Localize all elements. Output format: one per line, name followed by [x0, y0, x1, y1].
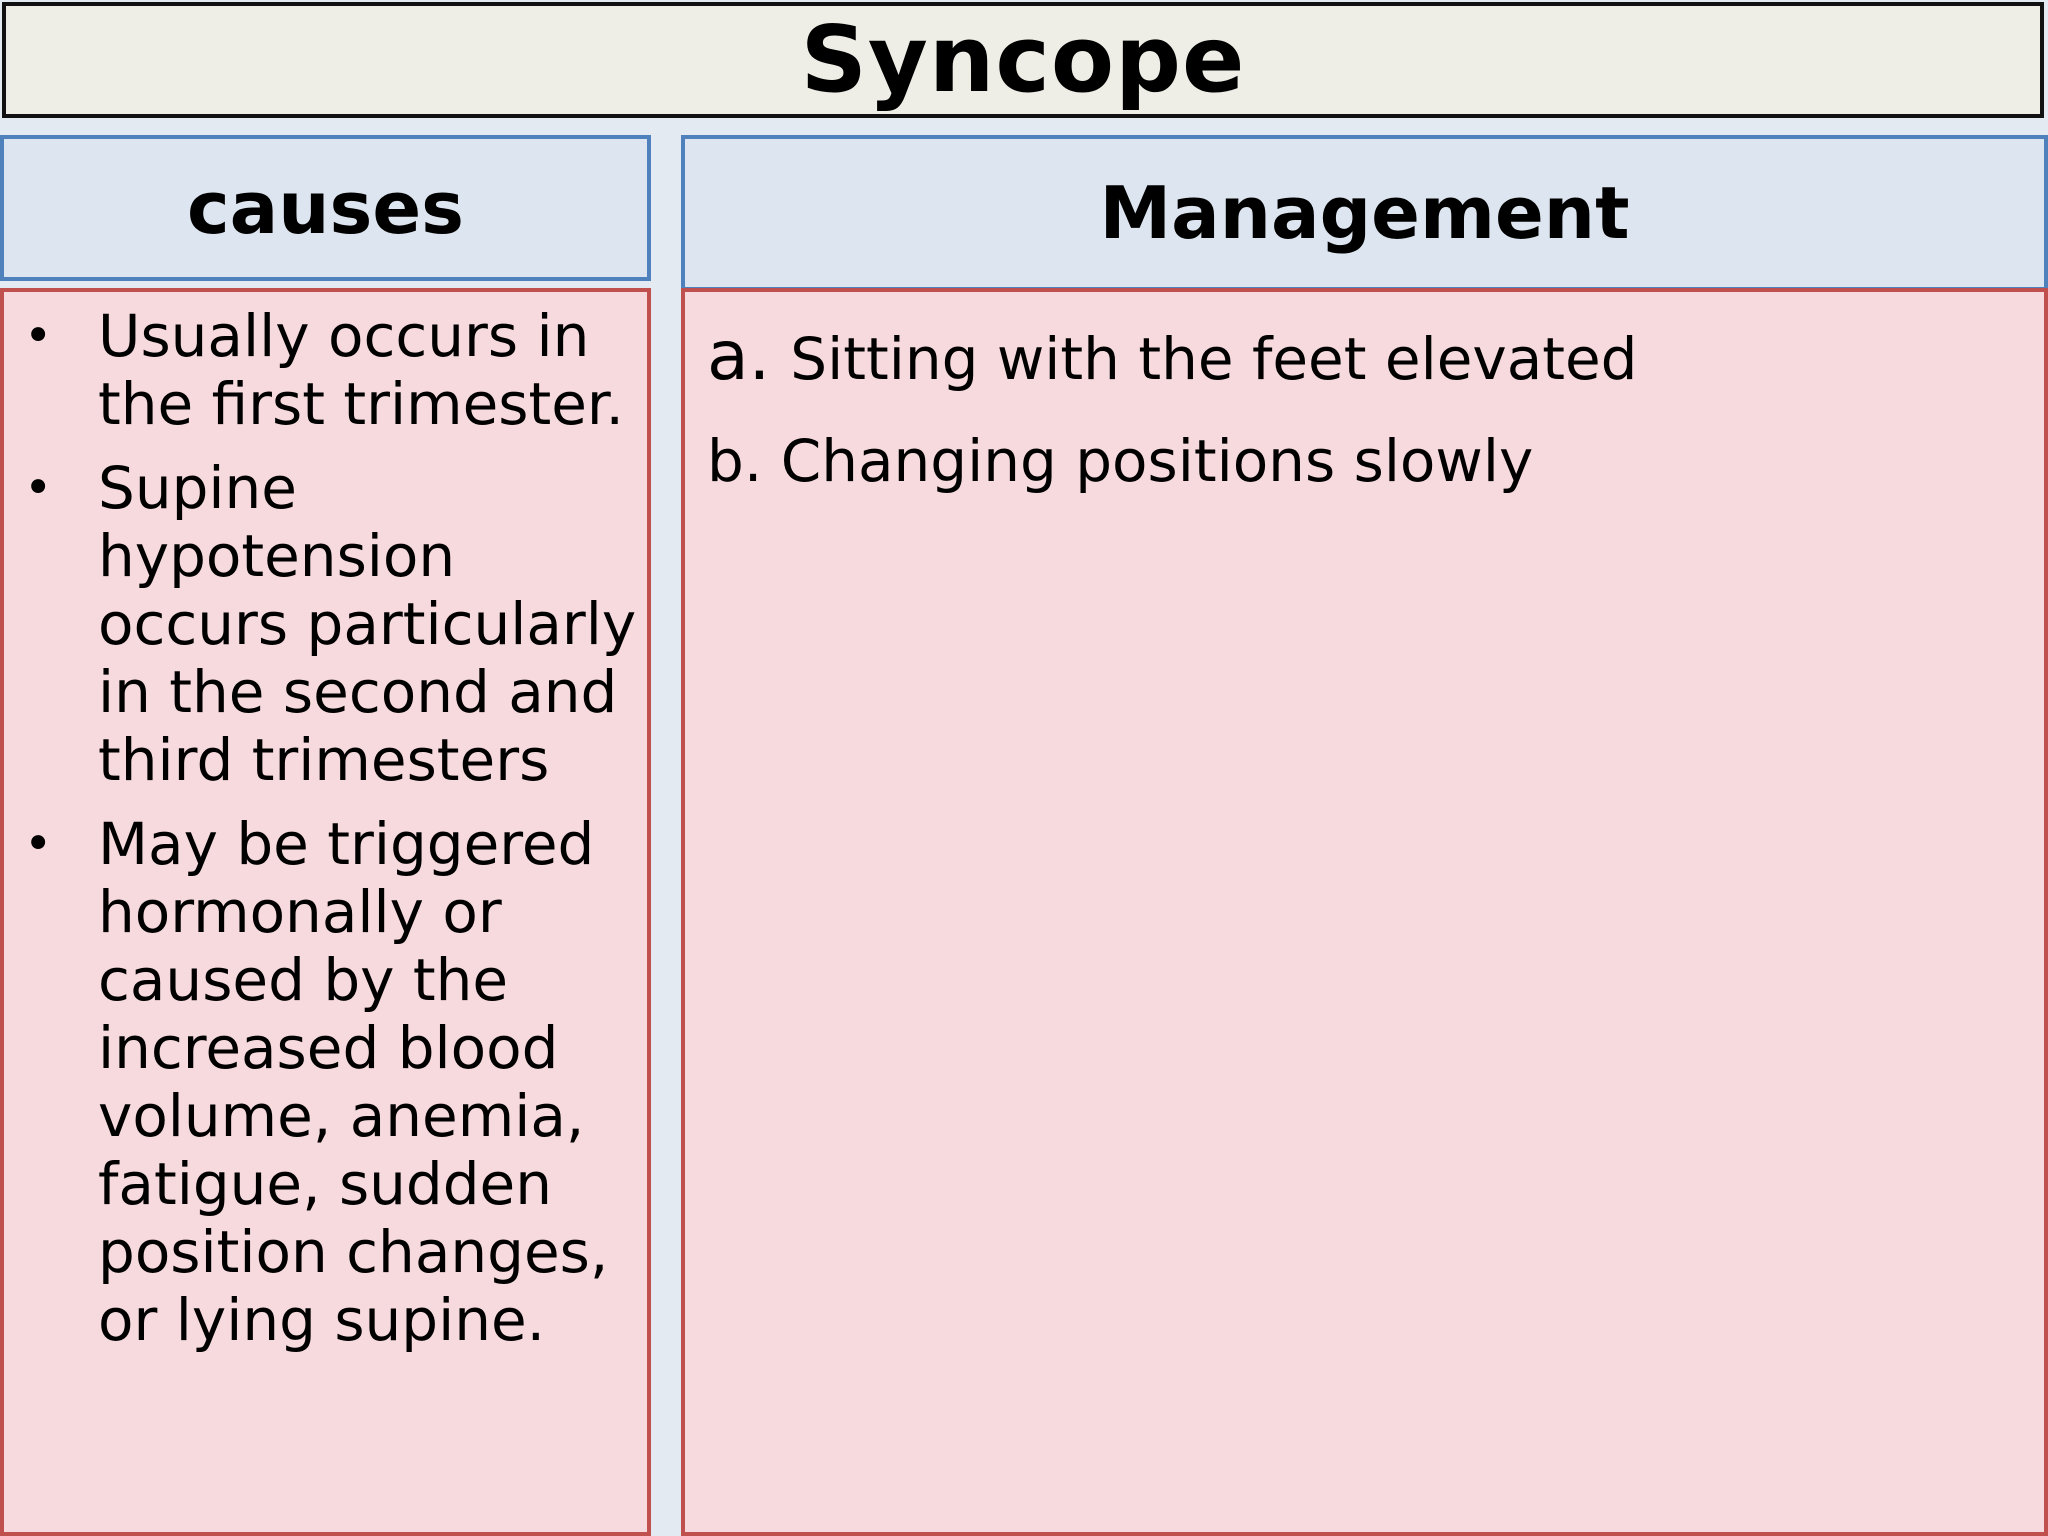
cause-item: [4, 454, 644, 794]
slide-title: Syncope: [800, 6, 1246, 113]
management-text: Changing positions slowly: [780, 427, 1534, 495]
management-marker: a.: [707, 317, 771, 396]
management-item: [707, 317, 1638, 396]
causes-header: [0, 135, 651, 281]
management-marker: b.: [707, 427, 763, 495]
bullet-icon: •: [24, 816, 53, 872]
management-heading: Management: [1099, 171, 1630, 255]
cause-text: May be triggered hormonally or caused by the increased blood volume, anemia, fatigue, sudden position changes, or lying supine.: [98, 810, 609, 1354]
cause-text: Usually occurs in the first trimester.: [98, 302, 624, 438]
management-panel: [681, 288, 2048, 1536]
management-item: [707, 426, 1533, 496]
bullet-icon: •: [24, 308, 53, 364]
bullet-icon: •: [24, 460, 53, 516]
causes-heading: causes: [186, 166, 465, 250]
management-header: [681, 135, 2048, 291]
cause-item: [4, 810, 644, 1354]
management-text: Sitting with the feet elevated: [790, 325, 1638, 393]
slide-title-box: [2, 2, 2044, 118]
cause-text: Supine hypotension occurs particularly in the second and third trimesters: [98, 454, 637, 794]
cause-item: [4, 302, 644, 438]
causes-list: [4, 302, 644, 1370]
causes-panel: [0, 288, 651, 1536]
